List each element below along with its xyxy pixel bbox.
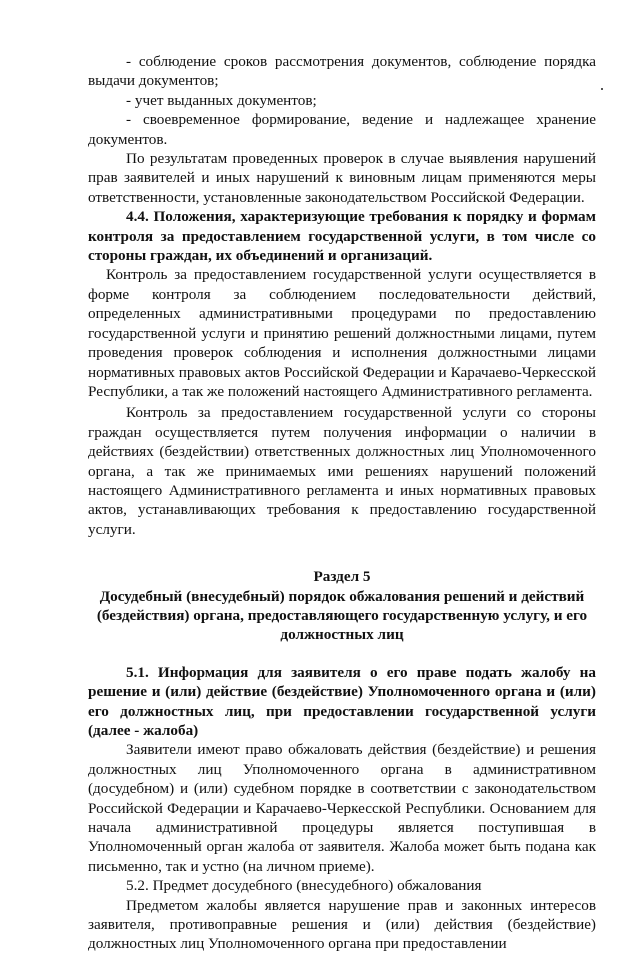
list-item-storage: - своевременное формирование, ведение и надлежащее хранение документов. [88, 111, 596, 148]
list-item-deadlines: - соблюдение сроков рассмотрения документов, соблюдение порядка выдачи документов; [88, 53, 596, 90]
list-item-accounting: - учет выданных документов; [126, 91, 317, 109]
heading-5-2: 5.2. Предмет досудебного (внесудебного) обжалования [126, 877, 482, 895]
section-subtitle: Досудебный (внесудебный) порядок обжалования решений и действий (бездействия) органа, предоставляющего государственную услугу, и его должностных лиц [96, 587, 588, 644]
paragraph-inspection-results: По результатам проведенных проверок в случае выявления нарушений прав заявителей и иных нарушений к виновным лицам применяются меры ответственности, установленные законодательством Российской Федерации. [88, 150, 596, 206]
page-body [88, 52, 596, 954]
heading-5-1: 5.1. Информация для заявителя о его праве подать жалобу на решение и (или) действие (бездействие) Уполномоченного органа и (или) его должностных лиц, при предоставлении государственной услуги (далее - жалоба) [88, 663, 596, 739]
heading-4-4: 4.4. Положения, характеризующие требования к порядку и формам контроля за предоставлением государственной услуги, в том числе со стороны граждан, их объединений и организаций. [88, 208, 596, 265]
section-title: Раздел 5 [313, 568, 371, 586]
paragraph-citizen-control: Контроль за предоставлением государственной услуги со стороны граждан осуществляется путем получения информации о наличии в действиях (бездействии) ответственных должностных лиц Уполномоченного органа, а так же принимаемых ими решениях нарушений положений настоящего Административного регламента и иных нормативных правовых актов, устанавливающих требования к предоставлению государственной услуги. [88, 404, 596, 538]
paragraph-complaint-subject: Предметом жалобы является нарушение прав и законных интересов заявителя, противоправные решения и (или) действия (бездействие) должностных лиц Уполномоченного органа при предоставлении [88, 896, 596, 953]
scan-speck [601, 88, 603, 90]
paragraph-appeal-rights: Заявители имеют право обжаловать действия (бездействие) и решения должностных лиц Уполномоченного органа в административном (досудебном) и (или) судебном порядке в соответствии с законодательством Российской Федерации и Карачаево-Черкесской Республики. Основанием для начала административной процедуры является поступившая в Уполномоченный орган жалоба от заявителя. Жалоба может быть подана как письменно, так и устно (на личном приеме). [88, 741, 596, 875]
paragraph-control-form: Контроль за предоставлением государственной услуги осуществляется в форме контроля за соблюдением последовательности действий, определенных административными процедурами по предоставлению государственной услуги и принятию решений должностными лицами, путем проведения проверок соблюдения и исполнения должностными лицами нормативных правовых актов Российской Федерации и Карачаево-Черкесской Республики, а так же положений настоящего Административного регламента. [88, 266, 596, 400]
